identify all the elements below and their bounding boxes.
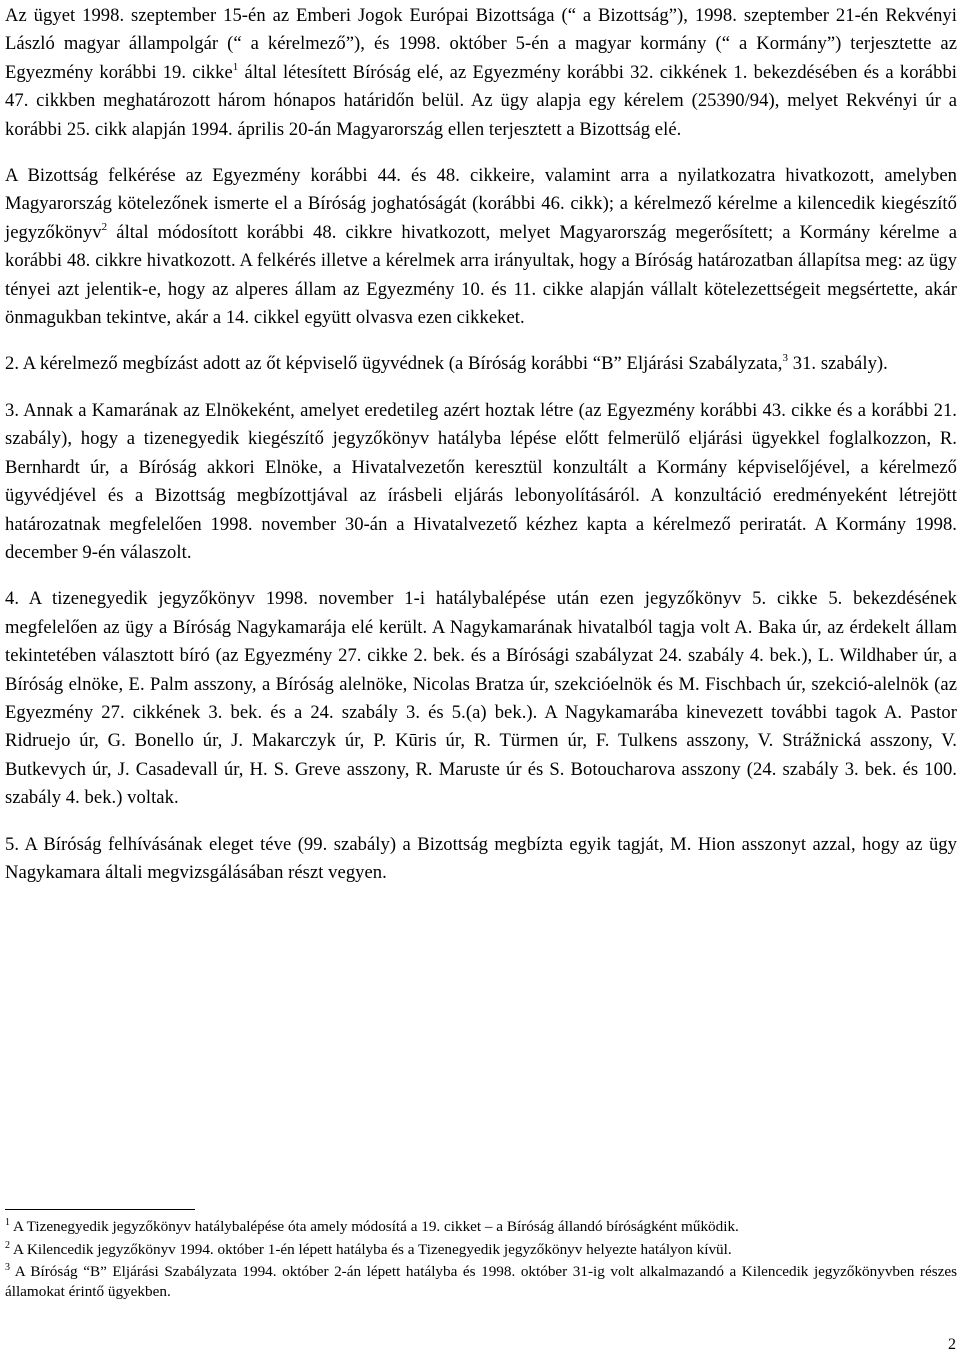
footnote-text: A Tizenegyedik jegyzőkönyv hatálybalépése óta amely módosítá a 19. cikket – a Bíróság állandó bíróságként működik. [10,1218,739,1235]
footnote-mark: 2 [5,1239,10,1251]
paragraph-text: 31. szabály). [788,353,888,375]
paragraph-text: 4. A tizenegyedik jegyzőkönyv 1998. november 1-i hatálybalépése után ezen jegyzőkönyv 5. cikke 5. bekezdésének megfelelően az ügy a Bíróság Nagykamarája elé került. A Nagykamarának hivatalból tagja volt A. Baka úr, az érdekelt állam tekintetében választott bíró (az Egyezmény 27. cikke 2. bek. és a Bírósági szabályzat 24. szabály 4. bek.), L. Wildhaber úr, a Bíróság elnöke, E. Palm asszony, a Bíróság alelnöke, Nicolas Bratza úr, szekcióelnök és M. Fischbach úr, szekció-alelnök (az Egyezmény 27. cikkének 3. bek. és a 24. szabály 3. és 5.(a) bek.). A Nagykamarába kinevezett további tagok A. Pastor Ridruejo úr, G. Bonello úr, J. Makarczyk úr, P. Kūris úr, R. Türmen úr, F. Tulkens asszony, V. Strážnická asszony, V. Butkevych úr, J. Casadevall úr, H. S. Greve asszony, R. Maruste úr és S. Botoucharova asszony (24. szabály 3. bek. és 100. szabály 4. bek.) voltak. [5,588,957,809]
paragraph-4 [5,585,957,812]
page-number: 2 [948,1336,956,1353]
footnote-mark: 1 [5,1216,10,1228]
paragraph-3 [5,397,957,567]
paragraph-2 [5,350,957,378]
footnotes [5,1217,957,1304]
paragraph-referral [5,162,957,332]
footnote-ref-2[interactable]: 2 [101,220,108,233]
footnote-1 [5,1217,957,1237]
paragraph-intro [5,2,957,144]
paragraph-text: Az ügyet 1998. szeptember 15-én az Emberi Jogok Európai Bizottsága (“ a Bizottság”), 1998. szeptember 21-én Rekvényi László magyar állampolgár (“ a kérelmező”), és 1998. október 5-én a magyar kormány (“ a Kormány”) terjesztette az Egyezmény korábbi 19. cikke [5,5,957,83]
footnote-3 [5,1262,957,1301]
document-body [5,2,957,905]
footnote-ref-3[interactable]: 3 [782,352,789,365]
footnote-mark: 3 [5,1262,10,1274]
footnote-text: A Kilencedik jegyzőkönyv 1994. október 1-én lépett hatályba és a Tizenegyedik jegyzőkönyv helyezte hatályon kívül. [10,1240,732,1258]
footnote-2 [5,1240,957,1260]
paragraph-text: 5. A Bíróság felhívásának eleget téve (99. szabály) a Bizottság megbízta egyik tagját, M. Hion asszonyt azzal, hogy az ügy Nagykamara általi megvizsgálásában részt vegyen. [5,833,957,883]
paragraph-text: által módosított korábbi 48. cikkre hivatkozott, melyet Magyarország megerősített; a Kormány kérelme a korábbi 48. cikkre hivatkozott. A felkérés illetve a kérelmek arra irányultak, hogy a Bíróság határozatban állapítsa meg: az ügy tényei azt jelentik-e, hogy az alperes állam az Egyezmény 10. és 11. cikke alapján vállalt kötelezettségeit megsértette, akár önmagukban tekintve, akár a 14. cikkel együtt olvasva ezen cikkeket. [5,221,957,329]
paragraph-text: által létesített Bíróság elé, az Egyezmény korábbi 32. cikkének 1. bekezdésében és a korábbi 47. cikkben meghatározott három hónapos határidőn belül. Az ügy alapja egy kérelem (25390/94), melyet Rekvényi úr a korábbi 25. cikk alapján 1994. április 20-án Magyarország ellen terjesztett a Bizottság elé. [5,61,958,140]
paragraph-5 [5,831,957,888]
paragraph-text: 2. A kérelmező megbízást adott az őt képviselő ügyvédnek (a Bíróság korábbi “B” Eljárási Szabályzata, [5,353,783,375]
paragraph-text: A Bizottság felkérése az Egyezmény korábbi 44. és 48. cikkeire, valamint arra a nyilatkozatra hivatkozott, amelyben Magyarország kötelezőnek ismerte el a Bíróság joghatóságát (korábbi 46. cikk); a kérelmező kérelme a kilencedik kiegészítő jegyzőkönyv [5,165,957,243]
footnote-ref-1[interactable]: 1 [232,60,239,73]
paragraph-text: 3. Annak a Kamarának az Elnökeként, amelyet eredetileg azért hoztak létre (az Egyezmény korábbi 43. cikke és a korábbi 21. szabály), hogy a tizenegyedik kiegészítő jegyzőkönyv hatályba lépése előtt felmerülő eljárási ügyekkel foglalkozzon, R. Bernhardt úr, a Bíróság akkori Elnöke, a Hivatalvezetőn keresztül konzultált a Kormány képviselőjével, a kérelmező ügyvédjével és a Bizottság megbízottjával az írásbeli eljárás lebonyolításáról. A konzultáció eredményeként létrejött határozatnak megfelelően 1998. november 30-án a Hivatalvezető kézhez kapta a kérelmező periratát. A Kormány 1998. december 9-én válaszolt. [5,399,957,563]
footnote-separator [5,1209,195,1210]
footnote-text: A Bíróság “B” Eljárási Szabályzata 1994. október 2-án lépett hatályba és 1998. október 31-ig volt alkalmazandó a Kilencedik jegyzőkönyvben részes államokat érintő ügyekben. [5,1263,957,1300]
